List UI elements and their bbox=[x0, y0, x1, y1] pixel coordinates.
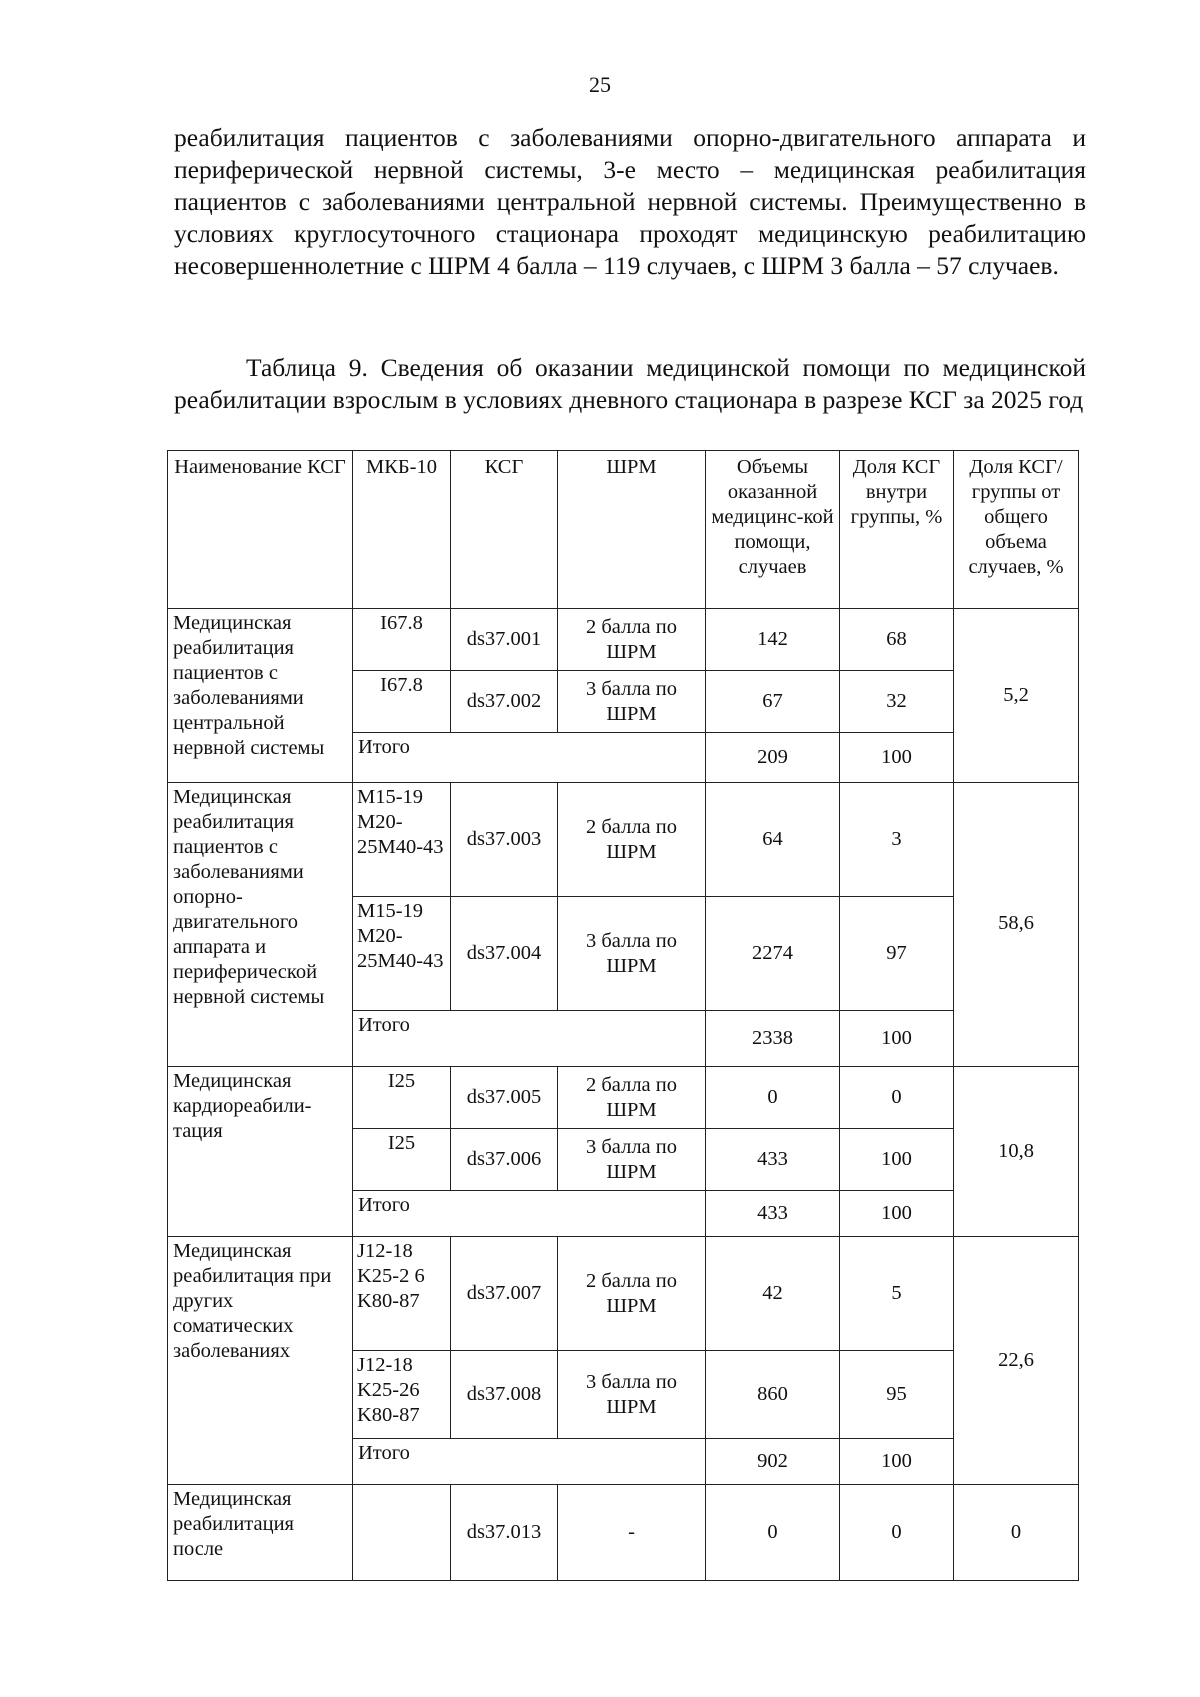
ksg-cell: ds37.013 bbox=[451, 1485, 558, 1581]
group-name: Медицинская кардиореабили-тация bbox=[168, 1067, 353, 1237]
ksg-table bbox=[167, 450, 1079, 1581]
shrm-cell: 3 балла по ШРМ bbox=[558, 1351, 706, 1439]
table-row bbox=[168, 1067, 1079, 1129]
share-cell: 32 bbox=[840, 671, 954, 733]
table-row bbox=[168, 1237, 1079, 1351]
shrm-cell: 3 балла по ШРМ bbox=[558, 671, 706, 733]
total-volume: 2338 bbox=[706, 1011, 840, 1067]
group-share-total: 0 bbox=[954, 1485, 1079, 1581]
intro-paragraph bbox=[174, 122, 1086, 282]
volume-cell: 0 bbox=[706, 1067, 840, 1129]
ksg-cell: ds37.001 bbox=[451, 609, 558, 671]
header-ksg: КСГ bbox=[451, 451, 558, 609]
header-share-in-group: Доля КСГ внутри группы, % bbox=[840, 451, 954, 609]
volume-cell: 64 bbox=[706, 783, 840, 897]
mkb-cell: J12-18 K25-26 K80-87 bbox=[353, 1351, 451, 1439]
group-share-total: 58,6 bbox=[954, 783, 1079, 1067]
ksg-cell: ds37.005 bbox=[451, 1067, 558, 1129]
share-cell: 5 bbox=[840, 1237, 954, 1351]
share-cell: 100 bbox=[840, 1129, 954, 1191]
total-label: Итого bbox=[353, 1191, 706, 1237]
total-volume: 902 bbox=[706, 1439, 840, 1485]
shrm-cell: 2 балла по ШРМ bbox=[558, 783, 706, 897]
share-cell: 0 bbox=[840, 1485, 954, 1581]
ksg-cell: ds37.004 bbox=[451, 897, 558, 1011]
group-name: Медицинская реабилитация при других соматических заболеваниях bbox=[168, 1237, 353, 1485]
share-cell: 95 bbox=[840, 1351, 954, 1439]
total-label: Итого bbox=[353, 1439, 706, 1485]
mkb-cell: I25 bbox=[353, 1067, 451, 1129]
header-share-total: Доля КСГ/ группы от общего объема случаев, % bbox=[954, 451, 1079, 609]
volume-cell: 2274 bbox=[706, 897, 840, 1011]
group-share-total: 10,8 bbox=[954, 1067, 1079, 1237]
share-cell: 3 bbox=[840, 783, 954, 897]
group-share-total: 5,2 bbox=[954, 609, 1079, 783]
shrm-cell: 3 балла по ШРМ bbox=[558, 1129, 706, 1191]
intro-text: реабилитация пациентов с заболеваниями опорно-двигательного аппарата и периферической нервной системы, 3-е место – медицинская реабилитация пациентов с заболеваниями центральной нервной системы. Преимущественно в условиях круглосуточного стационара проходят медицинскую реабилитацию несовершеннолетние с ШРМ 4 балла – 119 случаев, с ШРМ 3 балла – 57 случаев. bbox=[174, 123, 1086, 280]
table-row bbox=[168, 609, 1079, 671]
mkb-cell bbox=[353, 1485, 451, 1581]
total-share: 100 bbox=[840, 1439, 954, 1485]
ksg-cell: ds37.006 bbox=[451, 1129, 558, 1191]
group-name: Медицинская реабилитация пациентов с заболеваниями опорно-двигательного аппарата и периферической нервной системы bbox=[168, 783, 353, 1067]
shrm-cell: - bbox=[558, 1485, 706, 1581]
volume-cell: 142 bbox=[706, 609, 840, 671]
shrm-cell: 3 балла по ШРМ bbox=[558, 897, 706, 1011]
ksg-cell: ds37.007 bbox=[451, 1237, 558, 1351]
volume-cell: 860 bbox=[706, 1351, 840, 1439]
mkb-cell: M15-19 M20-25M40-43 bbox=[353, 897, 451, 1011]
header-name: Наименование КСГ bbox=[168, 451, 353, 609]
volume-cell: 67 bbox=[706, 671, 840, 733]
ksg-cell: ds37.002 bbox=[451, 671, 558, 733]
header-shrm: ШРМ bbox=[558, 451, 706, 609]
share-cell: 97 bbox=[840, 897, 954, 1011]
header-volume: Объемы оказанной медицинс-кой помощи, случаев bbox=[706, 451, 840, 609]
table-row bbox=[168, 1485, 1079, 1581]
volume-cell: 0 bbox=[706, 1485, 840, 1581]
table-caption-text: Таблица 9. Сведения об оказании медицинской помощи по медицинской реабилитации взрослым в условиях дневного стационара в разрезе КСГ за 2025 год bbox=[174, 353, 1086, 414]
share-cell: 68 bbox=[840, 609, 954, 671]
group-name: Медицинская реабилитация после bbox=[168, 1485, 353, 1581]
shrm-cell: 2 балла по ШРМ bbox=[558, 1237, 706, 1351]
ksg-cell: ds37.008 bbox=[451, 1351, 558, 1439]
total-label: Итого bbox=[353, 1011, 706, 1067]
table-header-row bbox=[168, 451, 1079, 609]
group-name: Медицинская реабилитация пациентов с заболеваниями центральной нервной системы bbox=[168, 609, 353, 783]
table-row bbox=[168, 783, 1079, 897]
mkb-cell: I67.8 bbox=[353, 671, 451, 733]
table-caption bbox=[174, 352, 1086, 416]
total-volume: 433 bbox=[706, 1191, 840, 1237]
volume-cell: 433 bbox=[706, 1129, 840, 1191]
total-volume: 209 bbox=[706, 733, 840, 783]
total-share: 100 bbox=[840, 733, 954, 783]
shrm-cell: 2 балла по ШРМ bbox=[558, 609, 706, 671]
share-cell: 0 bbox=[840, 1067, 954, 1129]
total-share: 100 bbox=[840, 1011, 954, 1067]
ksg-cell: ds37.003 bbox=[451, 783, 558, 897]
total-label: Итого bbox=[353, 733, 706, 783]
page-number: 25 bbox=[589, 72, 611, 97]
mkb-cell: M15-19 M20-25M40-43 bbox=[353, 783, 451, 897]
mkb-cell: I67.8 bbox=[353, 609, 451, 671]
header-mkb: МКБ-10 bbox=[353, 451, 451, 609]
mkb-cell: I25 bbox=[353, 1129, 451, 1191]
mkb-cell: J12-18 K25-2 6 K80-87 bbox=[353, 1237, 451, 1351]
total-share: 100 bbox=[840, 1191, 954, 1237]
volume-cell: 42 bbox=[706, 1237, 840, 1351]
group-share-total: 22,6 bbox=[954, 1237, 1079, 1485]
shrm-cell: 2 балла по ШРМ bbox=[558, 1067, 706, 1129]
